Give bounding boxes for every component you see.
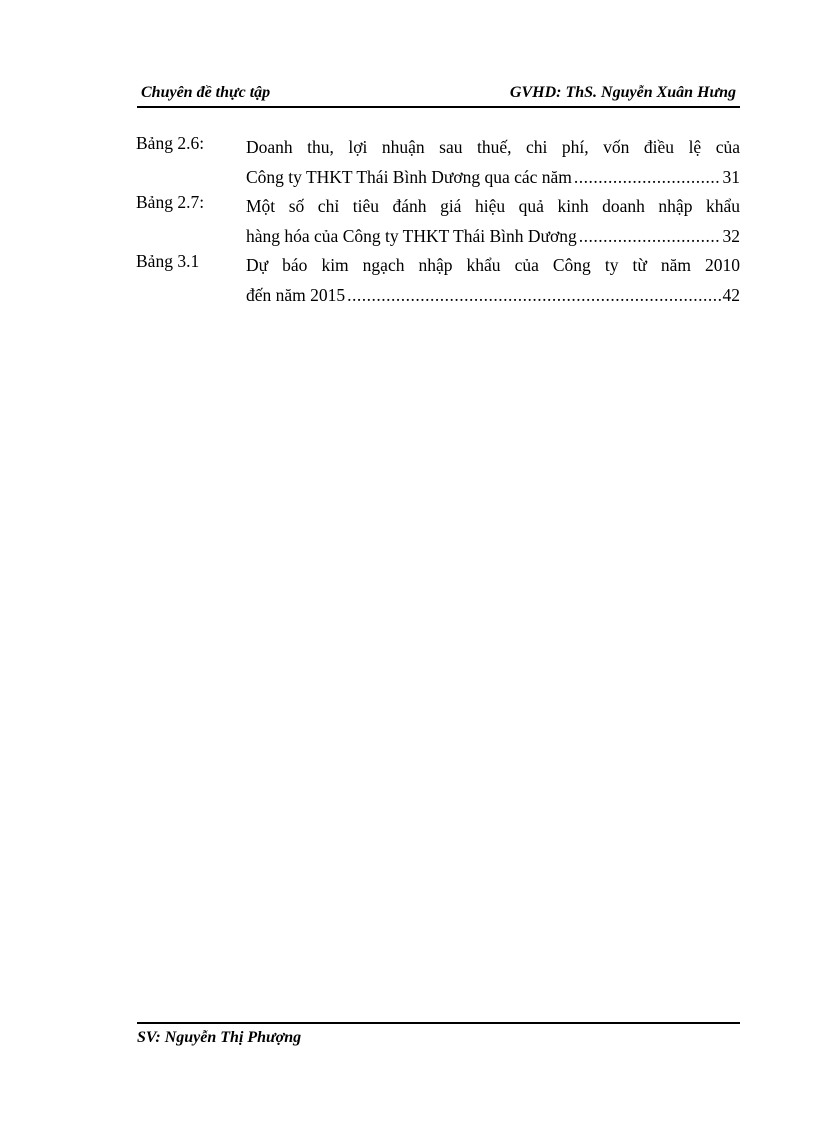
toc-entry-page: 42 — [722, 284, 740, 305]
footer-student-name: SV: Nguyễn Thị Phượng — [137, 1029, 302, 1046]
page-header — [137, 82, 740, 108]
toc-entry-line2 — [246, 222, 740, 252]
toc-entry-page: 32 — [722, 225, 740, 246]
header-left-title: Chuyên đề thực tập — [141, 84, 271, 101]
toc-entry-body — [246, 133, 740, 192]
toc-entry-body — [246, 192, 740, 251]
toc-entry-line1: Doanh thu, lợi nhuận sau thuế, chi phí, vốn điều lệ của — [246, 137, 740, 157]
toc-entry-page: 31 — [722, 166, 740, 187]
toc-entry-label: Bảng 2.7: — [136, 192, 205, 212]
header-right-advisor: GVHD: ThS. Nguyễn Xuân Hưng — [509, 84, 736, 101]
page-footer — [137, 1022, 740, 1050]
toc-entry-line2 — [246, 281, 740, 311]
toc-entry-label: Bảng 2.6: — [136, 133, 205, 153]
dot-leader — [347, 281, 720, 311]
toc-entry-text: Công ty THKT Thái Bình Dương qua các năm — [246, 166, 572, 187]
toc-entry-text: đến năm 2015 — [246, 284, 346, 305]
dot-leader — [574, 163, 721, 193]
toc-entry — [136, 251, 740, 310]
dot-leader — [579, 222, 721, 252]
toc-entry — [136, 192, 740, 251]
toc-entry-body — [246, 251, 740, 310]
toc-entry-line2 — [246, 163, 740, 193]
toc-entry-text: hàng hóa của Công ty THKT Thái Bình Dương — [246, 225, 577, 246]
toc-entry-line1: Một số chỉ tiêu đánh giá hiệu quả kinh doanh nhập khẩu — [246, 196, 740, 216]
toc-entry-line1: Dự báo kim ngạch nhập khẩu của Công ty từ năm 2010 — [246, 255, 740, 275]
toc-entry-label: Bảng 3.1 — [136, 251, 200, 271]
table-list — [136, 133, 740, 310]
toc-entry — [136, 133, 740, 192]
